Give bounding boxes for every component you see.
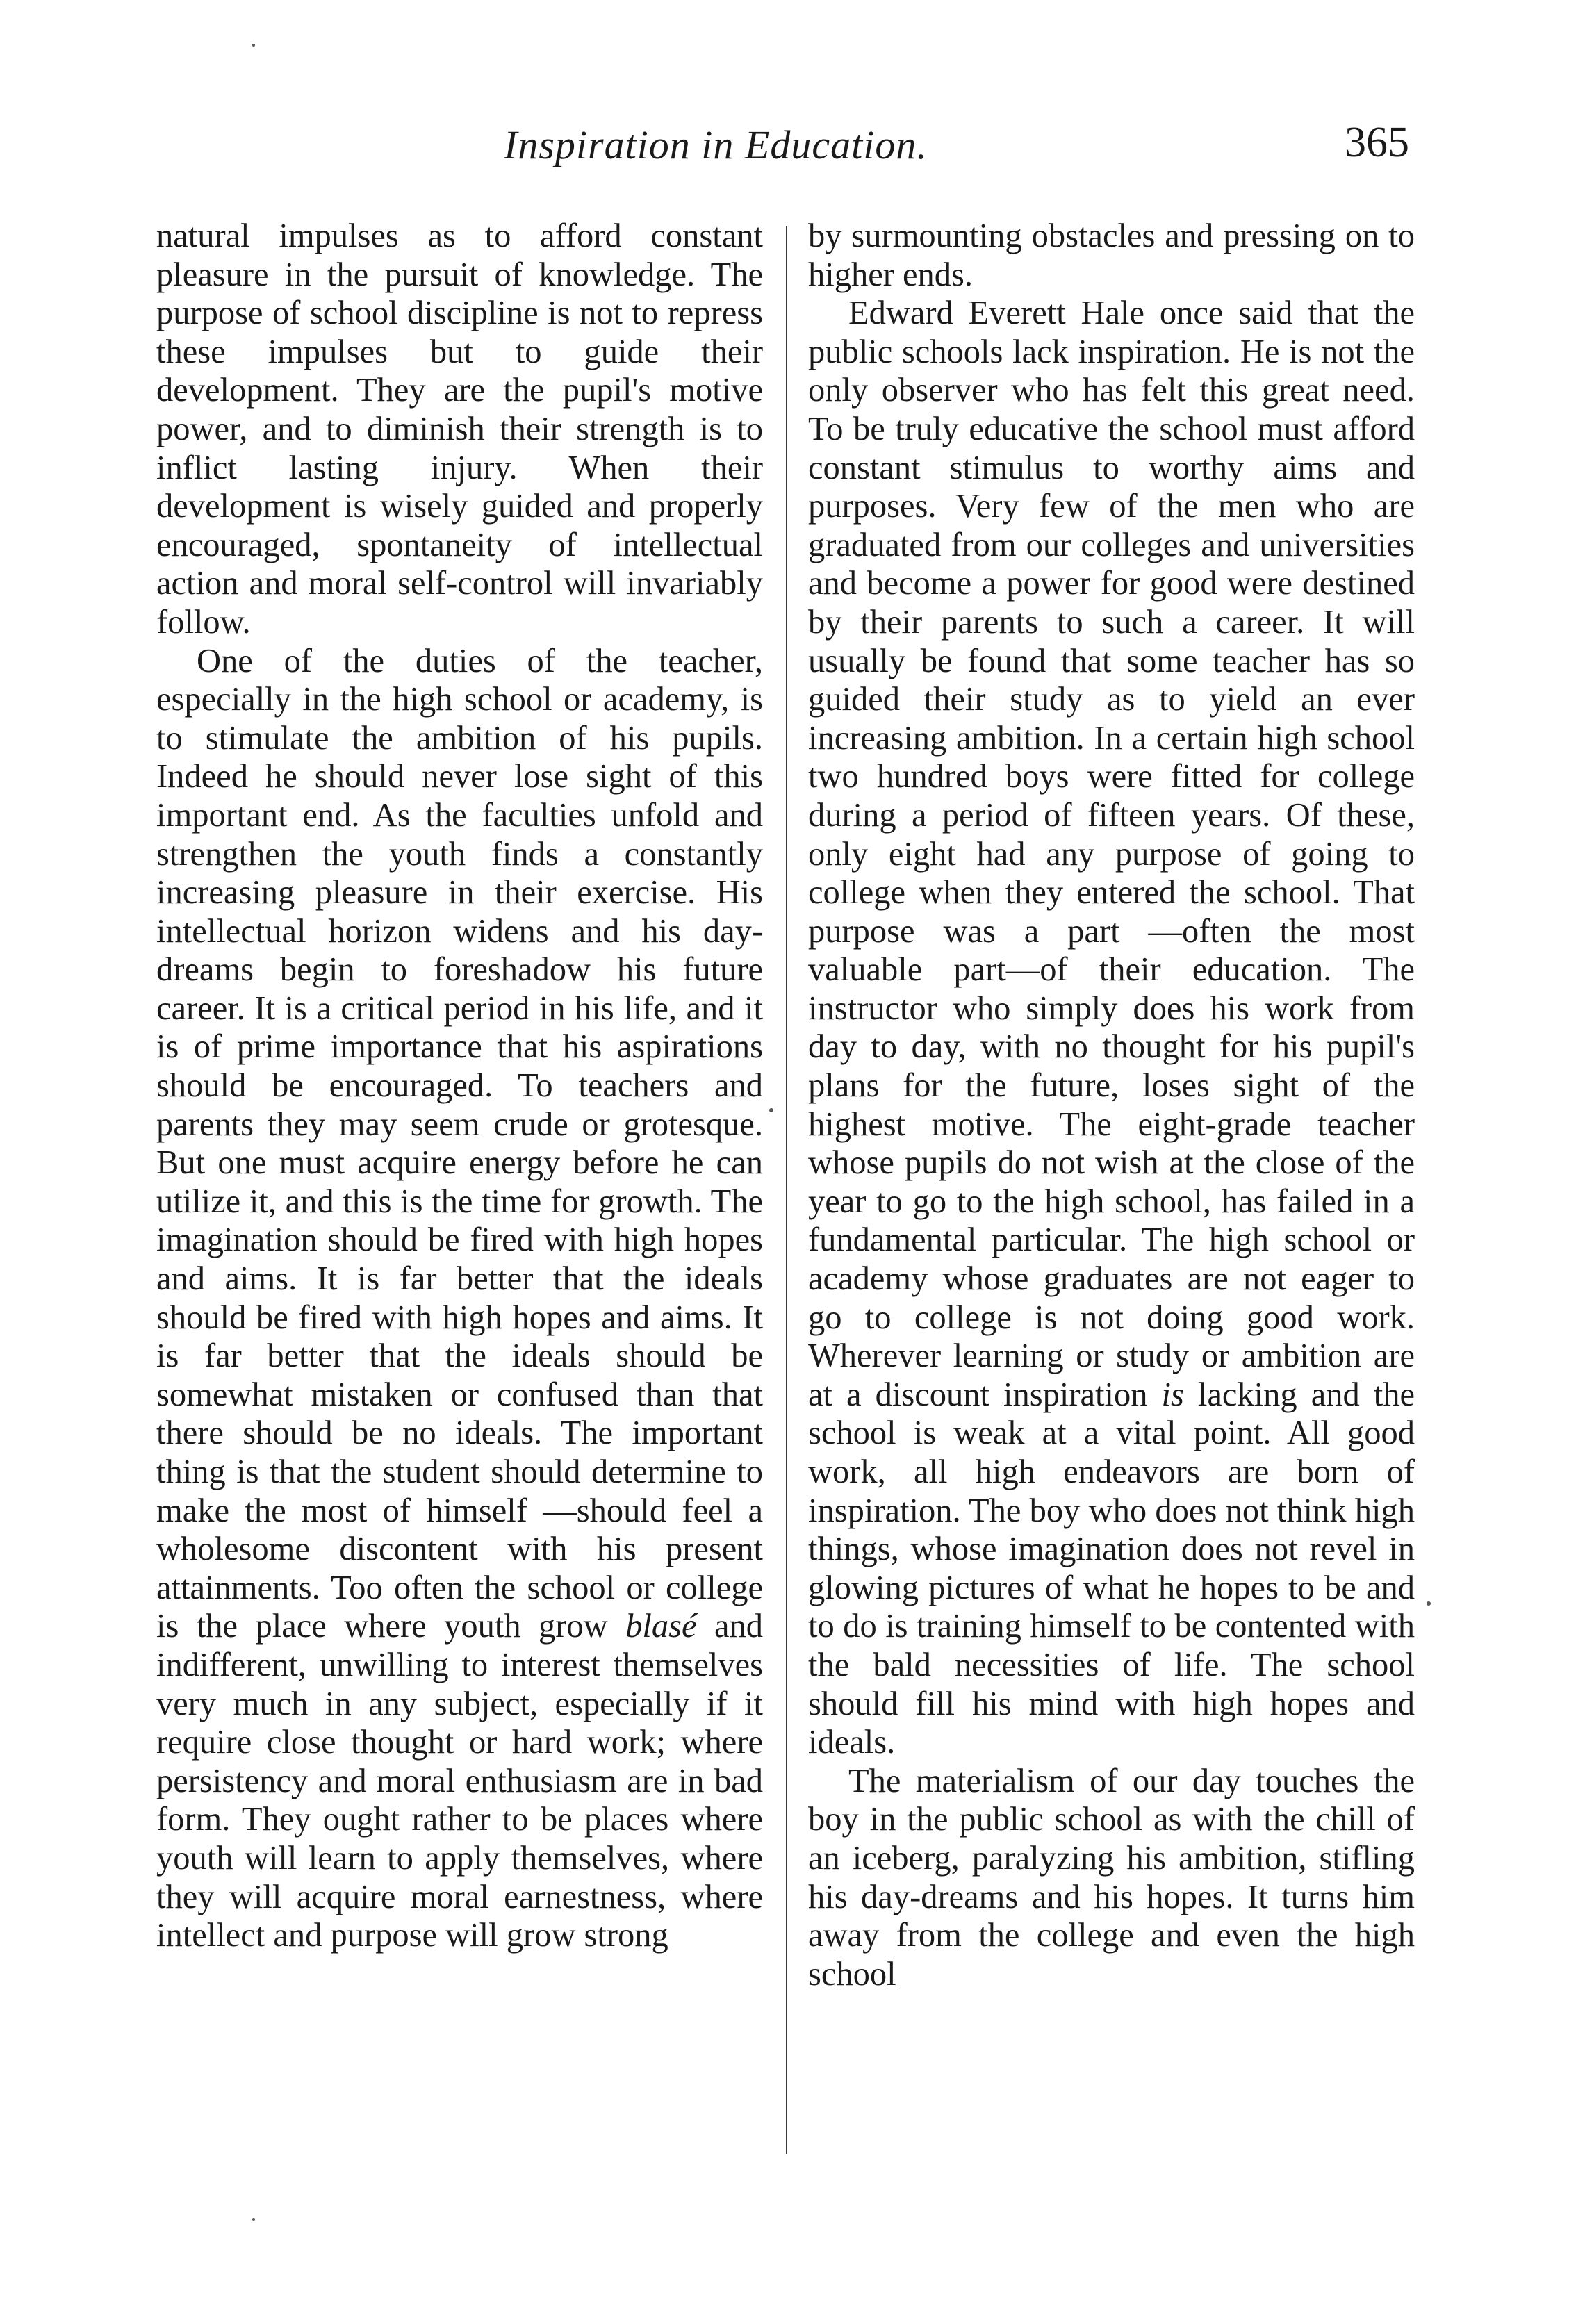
print-speck [252,2218,255,2221]
print-speck [1427,1601,1431,1606]
print-speck [252,44,255,47]
paragraph-duties-of-teacher [156,642,763,1955]
left-column [156,217,763,1955]
paragraph-text-end: and indifferent, unwilling to interest themselves very much in any subject, especially if it require close thought or hard work; where persistency and moral enthusiasm are in bad form. They ought rather to be places where youth will learn to apply themselves, where they will acquire moral earnestness, where intellect and purpose will grow strong [156,1608,763,1954]
italic-word-blase: blasé [625,1608,697,1645]
page-number: 365 [1345,119,1409,166]
paragraph-text-end: lacking and the school is weak at a vital point. All good work, all high endeavors are born of inspiration. The boy who does not think high things, whose imagination does not revel in glowing pictures of what he hopes to be and to do is training himself to be contented with the bald necessities of life. The school should fill his mind with high hopes and ideals. [808,1376,1415,1761]
paragraph-materialism: The materialism of our day touches the boy in the public school as with the chill of an iceberg, paralyzing his ambition, stifling his day-dreams and his hopes. It turns him away from the college and even the high school [808,1762,1415,1993]
italic-word-is: is [1161,1376,1184,1413]
print-speck [769,1108,773,1112]
paragraph-text: One of the duties of the teacher, especially in the high school or academy, is to stimulate the ambition of his pupils. Indeed he should never lose sight of this important end. As the faculties unfold and strengthen the youth finds a constantly increasing pleasure in their exercise. His intellectual horizon widens and his day-dreams begin to foreshadow his future career. It is a critical period in his life, and it is of prime importance that his aspirations should be encouraged. To teachers and parents they may seem crude or grotesque. But one must acquire energy before he can utilize it, and this is the time for growth. The imagination should be fired with high hopes and aims. It is far better that the ideals should be fired with high hopes and aims. It is far better that the ideals should be somewhat mistaken or confused than that there should be no ideals. The important thing is that the student should determine to make the most of himself —should feel a wholesome discontent with his present attainments. Too often the school or college is the place where youth grow [156,642,763,1645]
paragraph-edward-everett-hale [808,294,1415,1762]
running-title: Inspiration in Education. [504,122,928,167]
paragraph-text: Edward Everett Hale once said that the public schools lack inspiration. He is not the only observer who has felt this great need. To be truly educative the school must afford constant stimulus to worthy aims and purposes. Very few of the men who are graduated from our colleges and universities and become a power for good were destined by their parents to such a career. It will usually be found that some teacher has so guided their study as to yield an ever increasing ambition. In a certain high school two hundred boys were fitted for college during a period of fifteen years. Of these, only eight had any purpose of going to college when they entered the school. That purpose was a part —often the most valuable part—of their education. The instructor who simply does his work from day to day, with no thought for his pupil's plans for the future, loses sight of the highest motive. The eight-grade teacher whose pupils do not wish at the close of the year to go to the high school, has failed in a fundamental particular. The high school or academy whose graduates are not eager to go to college is not doing good work. Wherever learning or study or ambition are at a discount inspiration [808,295,1415,1413]
column-rule [786,226,787,2154]
paragraph-continued: natural impulses as to afford constant pleasure in the pursuit of knowledge. The purpose of school discipline is not to repress these impulses but to guide their development. They are the pupil's motive power, and to diminish their strength is to inflict lasting injury. When their development is wisely guided and properly encouraged, spontaneity of intellectual action and moral self-control will invariably follow. [156,217,763,641]
paragraph-continuation: by surmounting obstacles and pressing on to higher ends. [808,217,1415,293]
right-column [808,217,1415,1993]
